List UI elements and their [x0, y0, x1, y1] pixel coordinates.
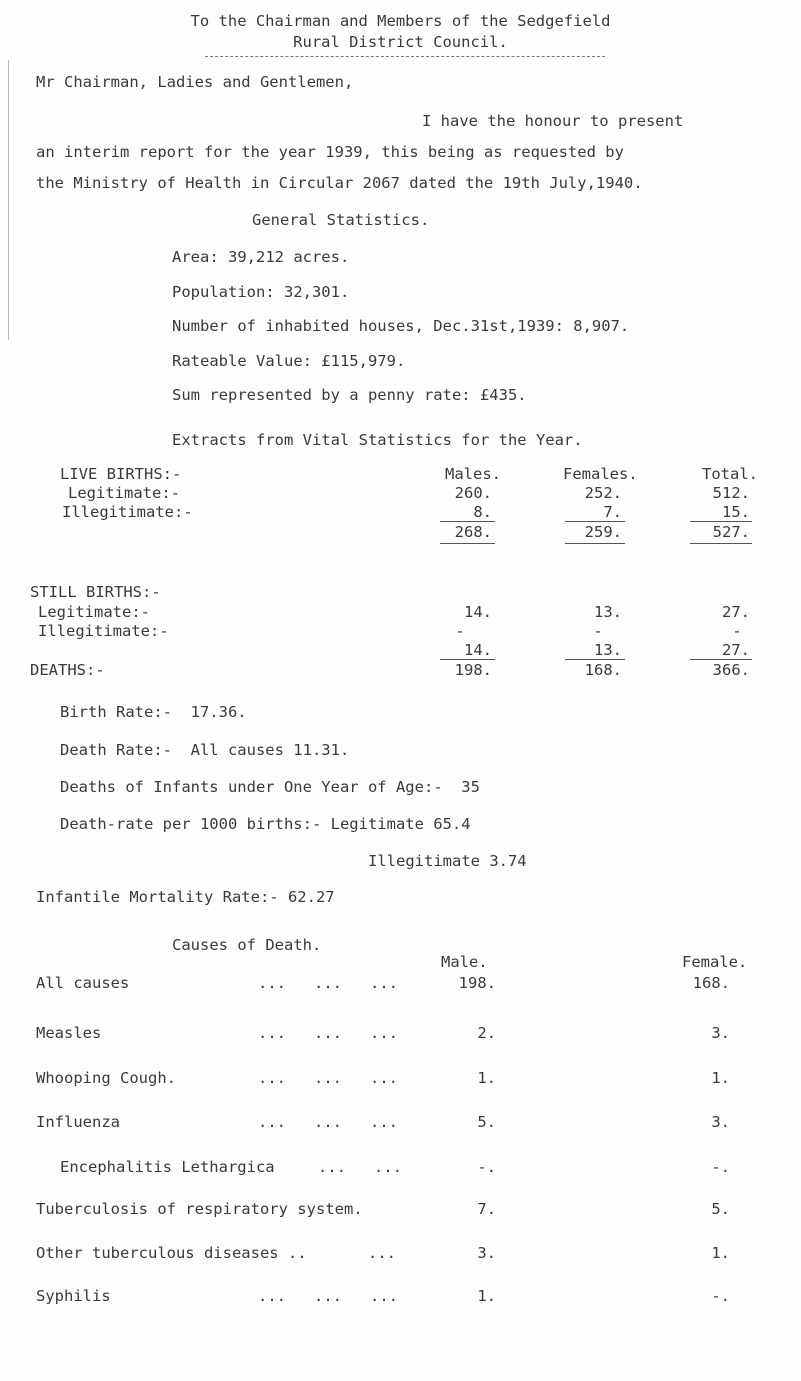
- cause-leader-dots: ... ... ...: [258, 1287, 398, 1305]
- cause-leader-dots: ... ... ...: [258, 1069, 398, 1087]
- cause-female-value: 168.: [692, 974, 730, 992]
- live-total-total: 527.: [712, 523, 750, 541]
- intro-line-3: the Ministry of Health in Circular 2067 dated the 19th July,1940.: [36, 174, 643, 192]
- cause-male-value: 1.: [477, 1287, 496, 1305]
- death-rate-births-illegit: Illegitimate 3.74: [368, 852, 527, 870]
- still-illegit-total: -: [732, 622, 742, 640]
- cause-leader-dots: ... ... ...: [258, 974, 398, 992]
- still-total-total: 27.: [722, 641, 750, 659]
- still-rule-females: [565, 659, 625, 660]
- cause-label: All causes: [36, 974, 130, 992]
- live-legit-females: 252.: [584, 484, 622, 502]
- col-males: Males.: [445, 465, 501, 483]
- salutation: Mr Chairman, Ladies and Gentlemen,: [36, 73, 354, 91]
- infant-deaths: Deaths of Infants under One Year of Age:- 35: [60, 778, 480, 796]
- deaths-total: 366.: [712, 661, 750, 679]
- infant-mortality: Infantile Mortality Rate:- 62.27: [36, 888, 335, 906]
- still-legit-total: 27.: [722, 603, 750, 621]
- live-legit-label: Legitimate:-: [68, 484, 180, 502]
- cause-leader-dots: ...: [368, 1244, 396, 1262]
- general-area: Area: 39,212 acres.: [172, 248, 350, 266]
- general-rateable: Rateable Value: £115,979.: [172, 352, 406, 370]
- general-heading: General Statistics.: [252, 211, 430, 229]
- cause-male-value: 1.: [477, 1069, 496, 1087]
- header-line-2: Rural District Council.: [293, 33, 508, 51]
- still-legit-males: 14.: [464, 603, 492, 621]
- general-penny-rate: Sum represented by a penny rate: £435.: [172, 386, 527, 404]
- cause-male-value: 2.: [477, 1024, 496, 1042]
- still-total-females: 13.: [594, 641, 622, 659]
- cause-female-value: 5.: [711, 1200, 730, 1218]
- cause-female-value: 3.: [711, 1024, 730, 1042]
- still-rule-total: [690, 659, 752, 660]
- still-legit-females: 13.: [594, 603, 622, 621]
- live-under-males: [440, 543, 495, 544]
- cause-label: Whooping Cough.: [36, 1069, 176, 1087]
- cause-female-value: -.: [711, 1287, 730, 1305]
- cause-label: Tuberculosis of respiratory system.: [36, 1200, 363, 1218]
- live-rule-males: [440, 521, 495, 522]
- intro-line-1: I have the honour to present: [422, 112, 684, 130]
- cause-female-value: 1.: [711, 1069, 730, 1087]
- still-legit-label: Legitimate:-: [38, 603, 150, 621]
- live-illegit-label: Illegitimate:-: [62, 503, 193, 521]
- header-rule: [205, 56, 605, 57]
- still-rule-males: [440, 659, 495, 660]
- live-illegit-total: 15.: [722, 503, 750, 521]
- deaths-males: 198.: [454, 661, 492, 679]
- cause-male-value: 3.: [477, 1244, 496, 1262]
- cause-female-value: 3.: [711, 1113, 730, 1131]
- intro-line-2: an interim report for the year 1939, this being as requested by: [36, 143, 624, 161]
- live-births-label: LIVE BIRTHS:-: [60, 465, 182, 483]
- causes-heading: Causes of Death.: [172, 936, 322, 954]
- vital-heading: Extracts from Vital Statistics for the Year.: [172, 431, 583, 449]
- cause-label: Influenza: [36, 1113, 120, 1131]
- cause-label: Measles: [36, 1024, 102, 1042]
- cause-leader-dots: ... ... ...: [258, 1024, 398, 1042]
- causes-col-female: Female.: [682, 953, 748, 971]
- still-illegit-males: -: [455, 622, 465, 640]
- col-total: Total.: [702, 465, 758, 483]
- cause-female-value: -.: [711, 1158, 730, 1176]
- deaths-females: 168.: [584, 661, 622, 679]
- cause-male-value: 5.: [477, 1113, 496, 1131]
- col-females: Females.: [563, 465, 638, 483]
- cause-label: Syphilis: [36, 1287, 111, 1305]
- deaths-label: DEATHS:-: [30, 661, 105, 679]
- cause-male-value: 198.: [458, 974, 496, 992]
- live-under-total: [690, 543, 752, 544]
- cause-leader-dots: ... ...: [318, 1158, 402, 1176]
- still-total-males: 14.: [464, 641, 492, 659]
- live-legit-total: 512.: [712, 484, 750, 502]
- live-illegit-males: 8.: [473, 503, 492, 521]
- birth-rate: Birth Rate:- 17.36.: [60, 703, 247, 721]
- cause-label: Encephalitis Lethargica: [60, 1158, 275, 1176]
- live-under-females: [565, 543, 625, 544]
- cause-male-value: 7.: [477, 1200, 496, 1218]
- live-total-males: 268.: [454, 523, 492, 541]
- death-rate-births-legit: Death-rate per 1000 births:- Legitimate 65.4: [60, 815, 471, 833]
- still-illegit-label: Illegitimate:-: [38, 622, 169, 640]
- live-rule-females: [565, 521, 625, 522]
- cause-label: Other tuberculous diseases ..: [36, 1244, 307, 1262]
- death-rate: Death Rate:- All causes 11.31.: [60, 741, 350, 759]
- causes-col-male: Male.: [441, 953, 488, 971]
- general-population: Population: 32,301.: [172, 283, 350, 301]
- live-rule-total: [690, 521, 752, 522]
- live-legit-males: 260.: [454, 484, 492, 502]
- cause-leader-dots: ... ... ...: [258, 1113, 398, 1131]
- live-illegit-females: 7.: [603, 503, 622, 521]
- cause-male-value: -.: [477, 1158, 496, 1176]
- cause-female-value: 1.: [711, 1244, 730, 1262]
- margin-line: [8, 60, 9, 340]
- still-illegit-females: -: [593, 622, 603, 640]
- header-line-1: To the Chairman and Members of the Sedgefield: [190, 12, 611, 30]
- general-houses: Number of inhabited houses, Dec.31st,1939: 8,907.: [172, 317, 630, 335]
- live-total-females: 259.: [584, 523, 622, 541]
- still-births-label: STILL BIRTHS:-: [30, 583, 161, 601]
